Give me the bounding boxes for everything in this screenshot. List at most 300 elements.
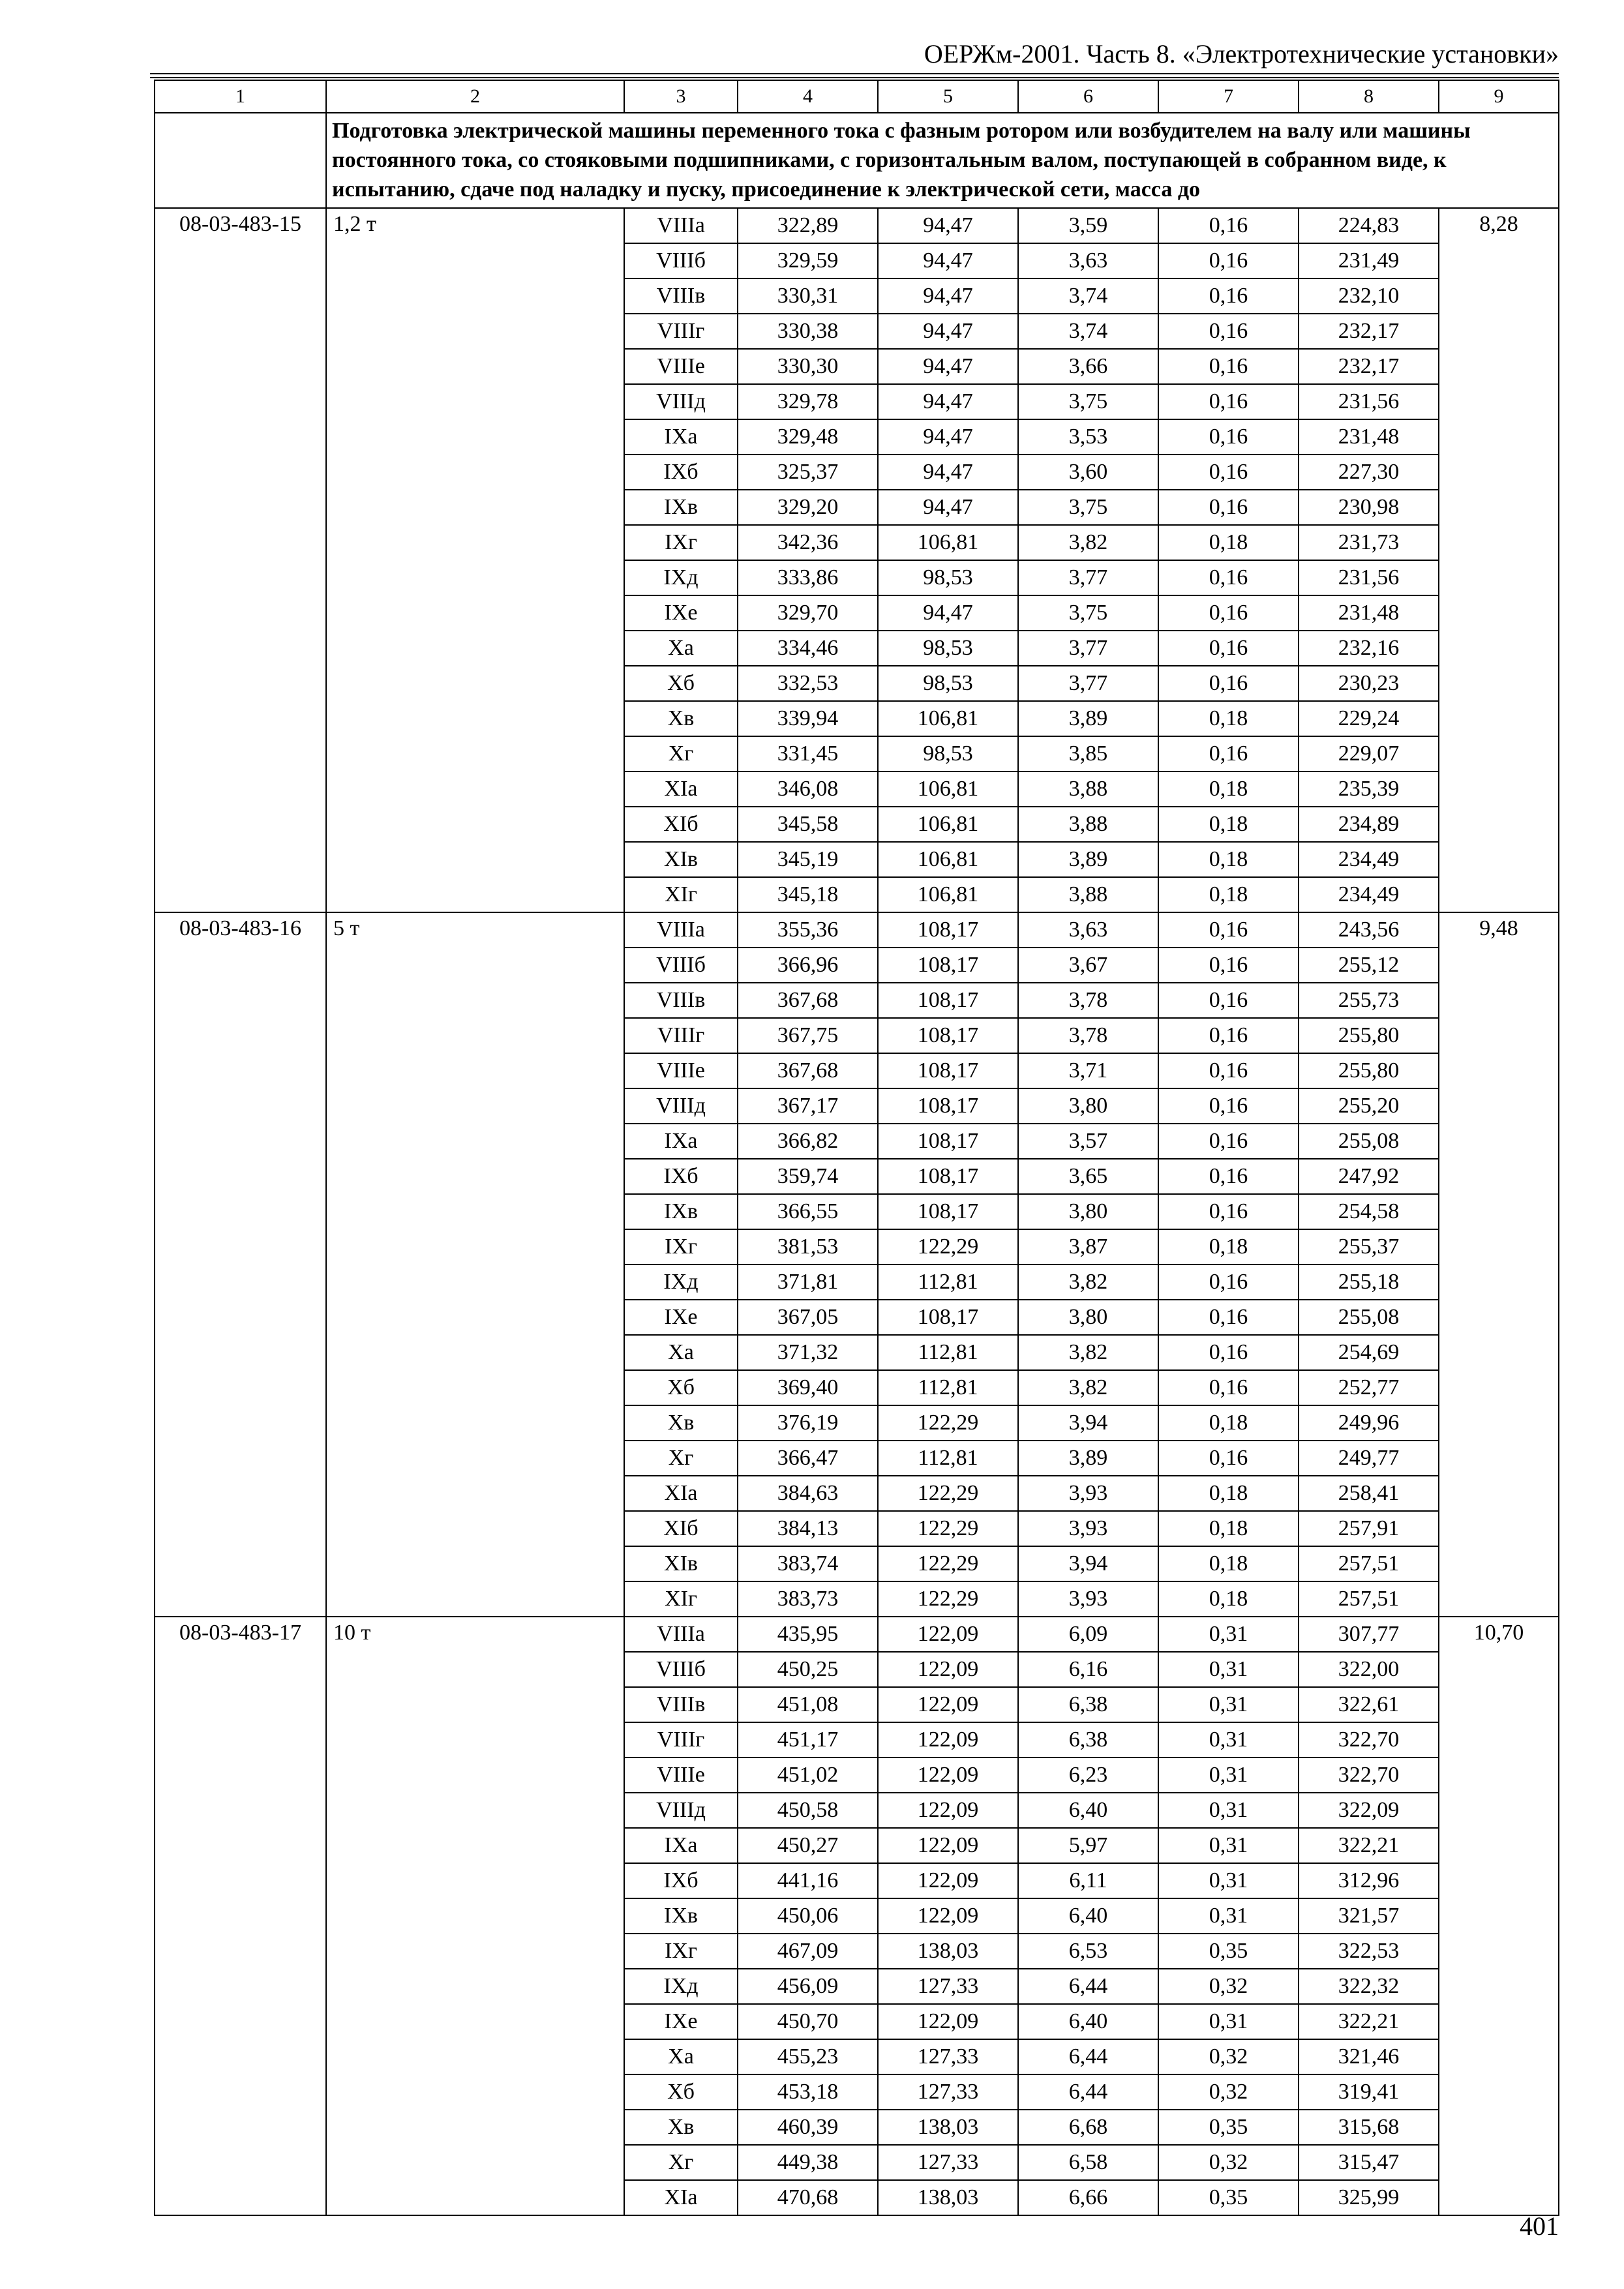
col9-value: 10,70	[1439, 1617, 1559, 2215]
col8-cell: 254,69	[1299, 1335, 1439, 1370]
col5-cell: 108,17	[878, 1194, 1018, 1229]
section-title: Подготовка электрической машины переменного тока с фазным ротором или возбудителем на валу или машины постоянного тока, со стояковыми подшипниками, с горизонтальным валом, поступающей в собранном виде, к испытанию, сдаче под наладку и пуску, присоединение к электрической сети, масса до	[326, 113, 1559, 208]
col7-cell: 0,31	[1158, 1617, 1299, 1652]
col7-cell: 0,16	[1158, 1441, 1299, 1476]
col4-cell: 325,37	[738, 455, 878, 490]
col4-cell: 367,68	[738, 983, 878, 1018]
col8-cell: 315,47	[1299, 2145, 1439, 2180]
col8-cell: 321,46	[1299, 2039, 1439, 2074]
col5-cell: 108,17	[878, 1053, 1018, 1088]
col8-cell: 322,61	[1299, 1687, 1439, 1722]
col6-cell: 3,77	[1018, 631, 1158, 666]
col5-cell: 122,09	[878, 1687, 1018, 1722]
zone-cell: VIIIв	[624, 278, 738, 314]
zone-cell: Xв	[624, 1405, 738, 1441]
zone-cell: IXб	[624, 455, 738, 490]
col4-cell: 355,36	[738, 912, 878, 948]
col4-cell: 342,36	[738, 525, 878, 560]
col4-cell: 332,53	[738, 666, 878, 701]
col8-cell: 227,30	[1299, 455, 1439, 490]
col4-cell: 467,09	[738, 1934, 878, 1969]
col5-cell: 106,81	[878, 842, 1018, 877]
col5-cell: 122,09	[878, 1758, 1018, 1793]
col5-cell: 138,03	[878, 2180, 1018, 2215]
col4-cell: 435,95	[738, 1617, 878, 1652]
zone-cell: Xб	[624, 666, 738, 701]
col4-cell: 330,31	[738, 278, 878, 314]
zone-cell: VIIIа	[624, 912, 738, 948]
col7-cell: 0,16	[1158, 983, 1299, 1018]
col4-cell: 329,48	[738, 419, 878, 455]
col4-cell: 339,94	[738, 701, 878, 736]
col8-cell: 312,96	[1299, 1863, 1439, 1898]
col4-cell: 345,18	[738, 877, 878, 912]
col8-cell: 258,41	[1299, 1476, 1439, 1511]
col7-cell: 0,18	[1158, 1476, 1299, 1511]
col5-cell: 122,09	[878, 1863, 1018, 1898]
col5-cell: 98,53	[878, 666, 1018, 701]
norms-table	[154, 80, 1559, 2216]
col7-cell: 0,18	[1158, 842, 1299, 877]
table-body	[155, 80, 1559, 2215]
col4-cell: 333,86	[738, 560, 878, 595]
col8-cell: 255,08	[1299, 1300, 1439, 1335]
col8-cell: 232,17	[1299, 349, 1439, 384]
col8-cell: 257,51	[1299, 1546, 1439, 1581]
norm-code: 08-03-483-17	[155, 1617, 326, 2215]
col6-cell: 3,94	[1018, 1546, 1158, 1581]
col5-cell: 108,17	[878, 1159, 1018, 1194]
col7-cell: 0,18	[1158, 701, 1299, 736]
col7-cell: 0,32	[1158, 1969, 1299, 2004]
col7-cell: 0,35	[1158, 2180, 1299, 2215]
zone-cell: IXе	[624, 595, 738, 631]
col6-cell: 3,85	[1018, 736, 1158, 771]
zone-cell: IXа	[624, 419, 738, 455]
zone-cell: IXб	[624, 1159, 738, 1194]
col6-cell: 3,75	[1018, 384, 1158, 419]
col6-cell: 3,89	[1018, 1441, 1158, 1476]
column-number: 7	[1158, 80, 1299, 113]
col7-cell: 0,16	[1158, 1335, 1299, 1370]
col8-cell: 249,77	[1299, 1441, 1439, 1476]
column-number: 3	[624, 80, 738, 113]
col7-cell: 0,16	[1158, 278, 1299, 314]
col6-cell: 3,67	[1018, 948, 1158, 983]
zone-cell: IXд	[624, 560, 738, 595]
header-rule	[150, 73, 1559, 78]
col7-cell: 0,31	[1158, 1828, 1299, 1863]
col7-cell: 0,31	[1158, 1863, 1299, 1898]
zone-cell: IXа	[624, 1124, 738, 1159]
col5-cell: 122,29	[878, 1229, 1018, 1264]
zone-cell: XIа	[624, 771, 738, 807]
col5-cell: 138,03	[878, 1934, 1018, 1969]
col8-cell: 231,48	[1299, 419, 1439, 455]
col8-cell: 315,68	[1299, 2110, 1439, 2145]
col6-cell: 3,57	[1018, 1124, 1158, 1159]
col5-cell: 122,29	[878, 1581, 1018, 1617]
col4-cell: 371,81	[738, 1264, 878, 1300]
col4-cell: 359,74	[738, 1159, 878, 1194]
table-row	[155, 912, 1559, 948]
mass-label: 10 т	[326, 1617, 624, 2215]
zone-cell: VIIIг	[624, 1018, 738, 1053]
col6-cell: 3,82	[1018, 525, 1158, 560]
col7-cell: 0,18	[1158, 1581, 1299, 1617]
col8-cell: 232,17	[1299, 314, 1439, 349]
col4-cell: 329,20	[738, 490, 878, 525]
col6-cell: 3,94	[1018, 1405, 1158, 1441]
column-number: 4	[738, 80, 878, 113]
col6-cell: 6,44	[1018, 2074, 1158, 2110]
col5-cell: 98,53	[878, 631, 1018, 666]
zone-cell: IXе	[624, 1300, 738, 1335]
col7-cell: 0,18	[1158, 525, 1299, 560]
col6-cell: 6,16	[1018, 1652, 1158, 1687]
col6-cell: 3,66	[1018, 349, 1158, 384]
col8-cell: 321,57	[1299, 1898, 1439, 1934]
col4-cell: 450,70	[738, 2004, 878, 2039]
col6-cell: 6,44	[1018, 1969, 1158, 2004]
col7-cell: 0,16	[1158, 490, 1299, 525]
zone-cell: IXв	[624, 1194, 738, 1229]
col6-cell: 3,74	[1018, 278, 1158, 314]
col7-cell: 0,32	[1158, 2039, 1299, 2074]
zone-cell: VIIIе	[624, 349, 738, 384]
table-row	[155, 1617, 1559, 1652]
zone-cell: VIIIв	[624, 983, 738, 1018]
col5-cell: 112,81	[878, 1264, 1018, 1300]
col8-cell: 322,70	[1299, 1722, 1439, 1758]
col6-cell: 3,93	[1018, 1511, 1158, 1546]
col7-cell: 0,16	[1158, 1053, 1299, 1088]
col6-cell: 3,78	[1018, 983, 1158, 1018]
col8-cell: 249,96	[1299, 1405, 1439, 1441]
col5-cell: 108,17	[878, 1300, 1018, 1335]
mass-label: 5 т	[326, 912, 624, 1617]
col5-cell: 127,33	[878, 1969, 1018, 2004]
col4-cell: 367,68	[738, 1053, 878, 1088]
zone-cell: VIIIг	[624, 1722, 738, 1758]
col7-cell: 0,18	[1158, 1511, 1299, 1546]
col8-cell: 234,89	[1299, 807, 1439, 842]
col4-cell: 345,58	[738, 807, 878, 842]
zone-cell: VIIIд	[624, 384, 738, 419]
zone-cell: XIв	[624, 842, 738, 877]
col4-cell: 383,73	[738, 1581, 878, 1617]
column-number-row	[155, 80, 1559, 113]
col7-cell: 0,16	[1158, 419, 1299, 455]
zone-cell: XIа	[624, 2180, 738, 2215]
zone-cell: VIIIе	[624, 1053, 738, 1088]
col7-cell: 0,31	[1158, 1687, 1299, 1722]
col7-cell: 0,18	[1158, 807, 1299, 842]
col4-cell: 470,68	[738, 2180, 878, 2215]
col7-cell: 0,31	[1158, 2004, 1299, 2039]
col5-cell: 108,17	[878, 1018, 1018, 1053]
col4-cell: 383,74	[738, 1546, 878, 1581]
col8-cell: 322,09	[1299, 1793, 1439, 1828]
zone-cell: XIб	[624, 807, 738, 842]
zone-cell: IXг	[624, 1934, 738, 1969]
col4-cell: 330,38	[738, 314, 878, 349]
col8-cell: 247,92	[1299, 1159, 1439, 1194]
col5-cell: 122,29	[878, 1405, 1018, 1441]
col6-cell: 6,44	[1018, 2039, 1158, 2074]
col8-cell: 234,49	[1299, 842, 1439, 877]
col5-cell: 94,47	[878, 595, 1018, 631]
zone-cell: VIIIв	[624, 1687, 738, 1722]
col5-cell: 122,09	[878, 2004, 1018, 2039]
table-row	[155, 208, 1559, 243]
col7-cell: 0,16	[1158, 1018, 1299, 1053]
col5-cell: 94,47	[878, 349, 1018, 384]
zone-cell: VIIIб	[624, 1652, 738, 1687]
col6-cell: 3,82	[1018, 1264, 1158, 1300]
col8-cell: 322,70	[1299, 1758, 1439, 1793]
col4-cell: 329,70	[738, 595, 878, 631]
col8-cell: 319,41	[1299, 2074, 1439, 2110]
col6-cell: 6,40	[1018, 1898, 1158, 1934]
col4-cell: 334,46	[738, 631, 878, 666]
col4-cell: 366,96	[738, 948, 878, 983]
col7-cell: 0,31	[1158, 1898, 1299, 1934]
zone-cell: Xг	[624, 2145, 738, 2180]
zone-cell: IXв	[624, 1898, 738, 1934]
col8-cell: 255,12	[1299, 948, 1439, 983]
col8-cell: 255,18	[1299, 1264, 1439, 1300]
col6-cell: 6,53	[1018, 1934, 1158, 1969]
col5-cell: 122,09	[878, 1617, 1018, 1652]
col6-cell: 6,09	[1018, 1617, 1158, 1652]
col5-cell: 106,81	[878, 771, 1018, 807]
col4-cell: 451,17	[738, 1722, 878, 1758]
running-title: ОЕРЖм-2001. Часть 8. «Электротехнические установки»	[924, 39, 1559, 68]
col5-cell: 106,81	[878, 877, 1018, 912]
col6-cell: 6,11	[1018, 1863, 1158, 1898]
col6-cell: 3,60	[1018, 455, 1158, 490]
col4-cell: 345,19	[738, 842, 878, 877]
col4-cell: 367,75	[738, 1018, 878, 1053]
col7-cell: 0,16	[1158, 1194, 1299, 1229]
col8-cell: 255,80	[1299, 1053, 1439, 1088]
col7-cell: 0,16	[1158, 912, 1299, 948]
col6-cell: 6,40	[1018, 1793, 1158, 1828]
zone-cell: IXб	[624, 1863, 738, 1898]
col6-cell: 3,59	[1018, 208, 1158, 243]
col4-cell: 450,06	[738, 1898, 878, 1934]
col4-cell: 376,19	[738, 1405, 878, 1441]
col7-cell: 0,16	[1158, 1159, 1299, 1194]
zone-cell: IXд	[624, 1969, 738, 2004]
col8-cell: 325,99	[1299, 2180, 1439, 2215]
col4-cell: 384,63	[738, 1476, 878, 1511]
zone-cell: XIб	[624, 1511, 738, 1546]
col4-cell: 451,08	[738, 1687, 878, 1722]
col5-cell: 112,81	[878, 1335, 1018, 1370]
col8-cell: 257,91	[1299, 1511, 1439, 1546]
col6-cell: 3,87	[1018, 1229, 1158, 1264]
col5-cell: 98,53	[878, 560, 1018, 595]
col5-cell: 122,29	[878, 1546, 1018, 1581]
zone-cell: VIIIб	[624, 243, 738, 278]
col4-cell: 449,38	[738, 2145, 878, 2180]
col8-cell: 231,48	[1299, 595, 1439, 631]
col7-cell: 0,16	[1158, 455, 1299, 490]
col7-cell: 0,18	[1158, 1405, 1299, 1441]
col6-cell: 3,82	[1018, 1335, 1158, 1370]
col8-cell: 232,16	[1299, 631, 1439, 666]
col8-cell: 252,77	[1299, 1370, 1439, 1405]
col6-cell: 3,88	[1018, 807, 1158, 842]
col5-cell: 94,47	[878, 278, 1018, 314]
col7-cell: 0,16	[1158, 1300, 1299, 1335]
col6-cell: 3,89	[1018, 701, 1158, 736]
col8-cell: 255,37	[1299, 1229, 1439, 1264]
col4-cell: 330,30	[738, 349, 878, 384]
zone-cell: IXв	[624, 490, 738, 525]
zone-cell: Xа	[624, 631, 738, 666]
col5-cell: 127,33	[878, 2074, 1018, 2110]
norm-code: 08-03-483-16	[155, 912, 326, 1617]
col6-cell: 3,88	[1018, 877, 1158, 912]
col7-cell: 0,18	[1158, 1229, 1299, 1264]
col4-cell: 441,16	[738, 1863, 878, 1898]
zone-cell: IXг	[624, 525, 738, 560]
col7-cell: 0,31	[1158, 1722, 1299, 1758]
col7-cell: 0,16	[1158, 595, 1299, 631]
col5-cell: 94,47	[878, 384, 1018, 419]
col6-cell: 3,93	[1018, 1581, 1158, 1617]
col8-cell: 231,56	[1299, 560, 1439, 595]
zone-cell: VIIIб	[624, 948, 738, 983]
col8-cell: 255,08	[1299, 1124, 1439, 1159]
col6-cell: 3,53	[1018, 419, 1158, 455]
col7-cell: 0,18	[1158, 877, 1299, 912]
col4-cell: 366,55	[738, 1194, 878, 1229]
zone-cell: Xг	[624, 1441, 738, 1476]
col7-cell: 0,16	[1158, 948, 1299, 983]
column-number: 9	[1439, 80, 1559, 113]
col8-cell: 230,98	[1299, 490, 1439, 525]
col4-cell: 369,40	[738, 1370, 878, 1405]
column-number: 6	[1018, 80, 1158, 113]
col5-cell: 108,17	[878, 1124, 1018, 1159]
col7-cell: 0,31	[1158, 1652, 1299, 1687]
col4-cell: 456,09	[738, 1969, 878, 2004]
col6-cell: 6,38	[1018, 1722, 1158, 1758]
col4-cell: 329,78	[738, 384, 878, 419]
zone-cell: IXд	[624, 1264, 738, 1300]
col6-cell: 3,82	[1018, 1370, 1158, 1405]
col6-cell: 3,80	[1018, 1300, 1158, 1335]
col4-cell: 384,13	[738, 1511, 878, 1546]
col4-cell: 367,05	[738, 1300, 878, 1335]
zone-cell: Xв	[624, 2110, 738, 2145]
column-number: 1	[155, 80, 326, 113]
col7-cell: 0,16	[1158, 736, 1299, 771]
col5-cell: 127,33	[878, 2039, 1018, 2074]
col8-cell: 235,39	[1299, 771, 1439, 807]
col8-cell: 231,56	[1299, 384, 1439, 419]
page-number: 401	[1520, 2211, 1559, 2241]
col4-cell: 371,32	[738, 1335, 878, 1370]
zone-cell: VIIIе	[624, 1758, 738, 1793]
col8-cell: 231,73	[1299, 525, 1439, 560]
col5-cell: 108,17	[878, 1088, 1018, 1124]
col4-cell: 381,53	[738, 1229, 878, 1264]
col6-cell: 3,63	[1018, 243, 1158, 278]
col6-cell: 5,97	[1018, 1828, 1158, 1863]
col4-cell: 455,23	[738, 2039, 878, 2074]
col5-cell: 108,17	[878, 983, 1018, 1018]
col6-cell: 6,66	[1018, 2180, 1158, 2215]
col5-cell: 94,47	[878, 314, 1018, 349]
col7-cell: 0,16	[1158, 1088, 1299, 1124]
col8-cell: 307,77	[1299, 1617, 1439, 1652]
col7-cell: 0,16	[1158, 560, 1299, 595]
col5-cell: 122,29	[878, 1476, 1018, 1511]
col8-cell: 229,24	[1299, 701, 1439, 736]
col4-cell: 331,45	[738, 736, 878, 771]
col4-cell: 329,59	[738, 243, 878, 278]
col8-cell: 322,21	[1299, 2004, 1439, 2039]
section-heading-row	[155, 113, 1559, 208]
col8-cell: 254,58	[1299, 1194, 1439, 1229]
col7-cell: 0,16	[1158, 208, 1299, 243]
column-number: 5	[878, 80, 1018, 113]
col5-cell: 94,47	[878, 208, 1018, 243]
col7-cell: 0,18	[1158, 1546, 1299, 1581]
col5-cell: 98,53	[878, 736, 1018, 771]
col7-cell: 0,16	[1158, 1370, 1299, 1405]
col7-cell: 0,32	[1158, 2074, 1299, 2110]
col4-cell: 367,17	[738, 1088, 878, 1124]
col4-cell: 322,89	[738, 208, 878, 243]
col6-cell: 3,63	[1018, 912, 1158, 948]
col8-cell: 255,73	[1299, 983, 1439, 1018]
zone-cell: VIIIд	[624, 1793, 738, 1828]
col7-cell: 0,32	[1158, 2145, 1299, 2180]
zone-cell: Xг	[624, 736, 738, 771]
col4-cell: 450,27	[738, 1828, 878, 1863]
col8-cell: 243,56	[1299, 912, 1439, 948]
col8-cell: 322,21	[1299, 1828, 1439, 1863]
col6-cell: 6,23	[1018, 1758, 1158, 1793]
col6-cell: 3,78	[1018, 1018, 1158, 1053]
col5-cell: 122,09	[878, 1828, 1018, 1863]
col6-cell: 3,75	[1018, 595, 1158, 631]
col5-cell: 108,17	[878, 912, 1018, 948]
zone-cell: IXг	[624, 1229, 738, 1264]
col4-cell: 366,47	[738, 1441, 878, 1476]
column-number: 2	[326, 80, 624, 113]
col6-cell: 3,93	[1018, 1476, 1158, 1511]
col4-cell: 451,02	[738, 1758, 878, 1793]
col5-cell: 106,81	[878, 807, 1018, 842]
col6-cell: 3,74	[1018, 314, 1158, 349]
col8-cell: 229,07	[1299, 736, 1439, 771]
col7-cell: 0,16	[1158, 384, 1299, 419]
col5-cell: 106,81	[878, 701, 1018, 736]
zone-cell: VIIIд	[624, 1088, 738, 1124]
col5-cell: 94,47	[878, 455, 1018, 490]
zone-cell: XIв	[624, 1546, 738, 1581]
col8-cell: 234,49	[1299, 877, 1439, 912]
zone-cell: XIг	[624, 877, 738, 912]
col7-cell: 0,16	[1158, 666, 1299, 701]
